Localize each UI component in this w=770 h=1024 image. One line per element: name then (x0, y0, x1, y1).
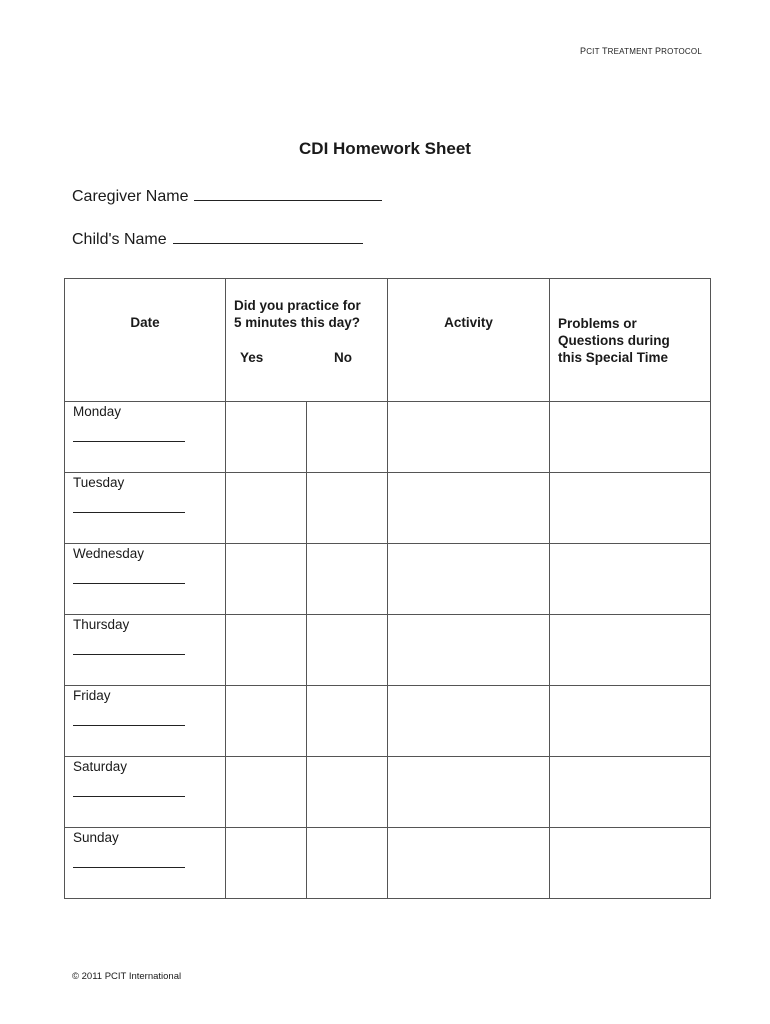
practice-header-line1: Did you practice for (234, 298, 361, 313)
table-row (65, 828, 711, 899)
day-cell (65, 757, 226, 828)
activity-cell[interactable] (388, 686, 550, 757)
problems-cell[interactable] (550, 544, 711, 615)
header-tag-text: PCIT TREATMENT PROTOCOL (580, 46, 702, 56)
date-blank[interactable] (73, 725, 185, 726)
header-tag (580, 46, 702, 56)
activity-cell[interactable] (388, 402, 550, 473)
yes-cell[interactable] (226, 828, 307, 899)
no-header: No (334, 350, 352, 365)
activity-cell[interactable] (388, 615, 550, 686)
table-row (65, 544, 711, 615)
table-row (65, 402, 711, 473)
child-name-label: Child's Name (72, 231, 167, 248)
practice-header (226, 279, 388, 402)
date-blank[interactable] (73, 654, 185, 655)
no-cell[interactable] (307, 473, 388, 544)
caregiver-name-field[interactable] (72, 184, 382, 206)
day-cell (65, 544, 226, 615)
activity-cell[interactable] (388, 757, 550, 828)
day-label: Tuesday (73, 475, 125, 490)
day-label: Monday (73, 404, 122, 419)
date-header: Date (65, 279, 226, 402)
date-blank[interactable] (73, 512, 185, 513)
problems-cell[interactable] (550, 828, 711, 899)
day-label: Thursday (73, 617, 130, 632)
no-cell[interactable] (307, 544, 388, 615)
copyright-footer: © 2011 PCIT International (72, 971, 182, 982)
date-blank[interactable] (73, 867, 185, 868)
day-label: Wednesday (73, 546, 145, 561)
day-label: Saturday (73, 759, 128, 774)
yes-cell[interactable] (226, 544, 307, 615)
table-row (65, 757, 711, 828)
no-cell[interactable] (307, 757, 388, 828)
homework-table (64, 278, 711, 899)
problems-header-line2: Questions during (558, 333, 670, 348)
day-cell (65, 402, 226, 473)
problems-header (550, 279, 711, 402)
yes-cell[interactable] (226, 402, 307, 473)
day-cell (65, 615, 226, 686)
problems-header-line3: this Special Time (558, 350, 669, 365)
caregiver-name-blank[interactable] (194, 184, 382, 201)
no-cell[interactable] (307, 615, 388, 686)
page-title: CDI Homework Sheet (299, 139, 471, 158)
table-row (65, 615, 711, 686)
table-row (65, 473, 711, 544)
no-cell[interactable] (307, 402, 388, 473)
yes-cell[interactable] (226, 686, 307, 757)
no-cell[interactable] (307, 686, 388, 757)
activity-cell[interactable] (388, 544, 550, 615)
yes-header: Yes (240, 350, 264, 365)
day-cell (65, 686, 226, 757)
practice-header-line2: 5 minutes this day? (234, 315, 361, 330)
problems-cell[interactable] (550, 686, 711, 757)
day-label: Sunday (73, 830, 119, 845)
yes-cell[interactable] (226, 473, 307, 544)
problems-cell[interactable] (550, 615, 711, 686)
date-blank[interactable] (73, 583, 185, 584)
child-name-blank[interactable] (173, 227, 363, 244)
child-name-field[interactable] (72, 227, 363, 249)
date-blank[interactable] (73, 441, 185, 442)
activity-cell[interactable] (388, 828, 550, 899)
problems-cell[interactable] (550, 757, 711, 828)
caregiver-name-label: Caregiver Name (72, 188, 189, 205)
day-cell (65, 473, 226, 544)
activity-cell[interactable] (388, 473, 550, 544)
day-label: Friday (73, 688, 111, 703)
problems-cell[interactable] (550, 473, 711, 544)
problems-cell[interactable] (550, 402, 711, 473)
date-blank[interactable] (73, 796, 185, 797)
table-row (65, 686, 711, 757)
yes-cell[interactable] (226, 615, 307, 686)
problems-header-line1: Problems or (558, 316, 637, 331)
table-header-row (65, 279, 711, 402)
activity-header: Activity (388, 279, 550, 402)
yes-cell[interactable] (226, 757, 307, 828)
no-cell[interactable] (307, 828, 388, 899)
day-cell (65, 828, 226, 899)
